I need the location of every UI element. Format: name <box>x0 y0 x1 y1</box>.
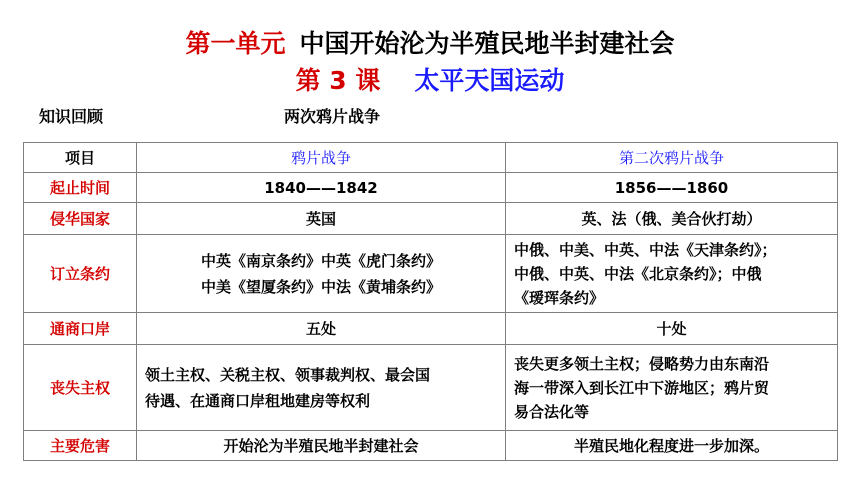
table-row <box>24 345 838 431</box>
row-label: 起止时间 <box>24 173 137 203</box>
lesson-name: 太平天国运动 <box>414 66 565 95</box>
unit-number: 第一单元 <box>185 29 286 58</box>
table-cell: 中俄、中美、中英、中法《天津条约》； 中俄、中英、中法《北京条约》；中俄 《瑷珲条约》 <box>506 235 838 313</box>
comparison-table <box>23 142 838 461</box>
table-cell: 五处 <box>137 313 506 345</box>
table-row <box>24 313 838 345</box>
column-header-first-war: 鸦片战争 <box>137 143 506 173</box>
row-label: 通商口岸 <box>24 313 137 345</box>
table-row <box>24 173 838 203</box>
table-cell: 丧失更多领土主权；侵略势力由东南沿 海一带深入到长江中下游地区；鸦片贸 易合法化等 <box>506 345 838 431</box>
section-title: 两次鸦片战争 <box>284 107 381 126</box>
table-cell: 英、法（俄、美合伙打劫） <box>506 203 838 235</box>
lesson-title <box>0 61 860 97</box>
table-cell: 英国 <box>137 203 506 235</box>
table-cell: 中英《南京条约》中英《虎门条约》 中美《望厦条约》中法《黄埔条约》 <box>137 235 506 313</box>
row-label: 主要危害 <box>24 431 137 461</box>
table-cell: 半殖民地化程度进一步加深。 <box>506 431 838 461</box>
row-label: 订立条约 <box>24 235 137 313</box>
table-cell: 开始沦为半殖民地半封建社会 <box>137 431 506 461</box>
table-cell: 领土主权、关税主权、领事裁判权、最会国 待遇、在通商口岸租地建房等权利 <box>137 345 506 431</box>
review-label: 知识回顾 <box>39 107 104 126</box>
table-header-row <box>24 143 838 173</box>
table-row <box>24 203 838 235</box>
unit-name: 中国开始沦为半殖民地半封建社会 <box>299 29 675 58</box>
table-row <box>24 235 838 313</box>
table-cell: 1856——1860 <box>506 173 838 203</box>
lesson-number: 第 3 课 <box>295 66 381 95</box>
row-label: 丧失主权 <box>24 345 137 431</box>
row-label: 侵华国家 <box>24 203 137 235</box>
table-row <box>24 431 838 461</box>
table-cell: 1840——1842 <box>137 173 506 203</box>
unit-title <box>0 24 860 60</box>
column-header-second-war: 第二次鸦片战争 <box>506 143 838 173</box>
column-header-item: 项目 <box>24 143 137 173</box>
table-cell: 十处 <box>506 313 838 345</box>
